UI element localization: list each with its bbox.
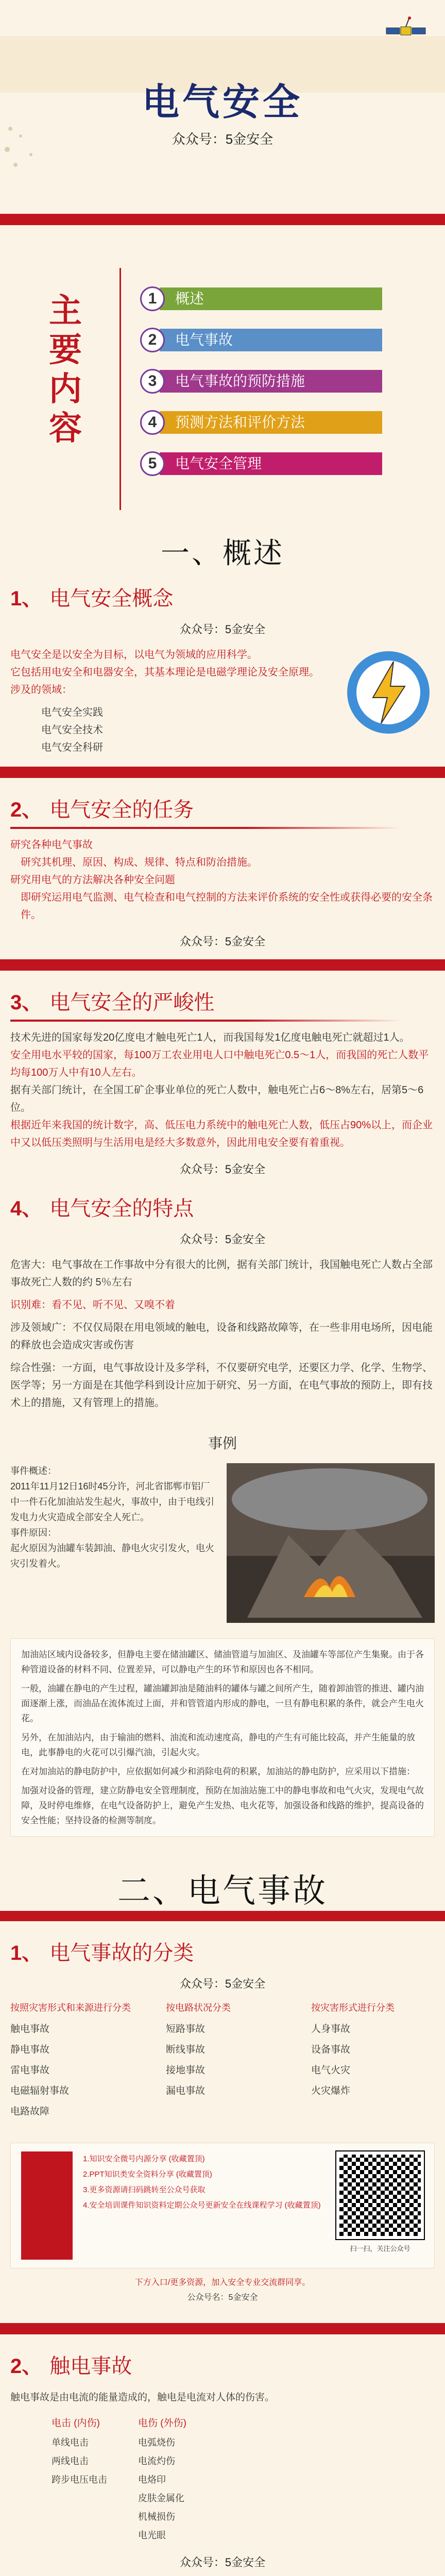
heading-number: 1、	[10, 1942, 43, 1964]
cover-public-account: 众众号：5金安全	[172, 131, 273, 147]
col-item: 接地事故	[166, 2065, 206, 2076]
cover-title: 电气安全	[142, 82, 303, 123]
feature-line: 危害大：电气事故在工作事故中分有很大的比例，据有关部门统计，我国触电死亡人数占全部事故死亡人数的约 5％左右	[10, 1259, 433, 1288]
col-item: 电路故障	[10, 2106, 50, 2117]
heading-title: 电气安全概念	[49, 587, 174, 610]
task-line: 研究用电气的方法解决各种安全问题	[10, 874, 175, 886]
section-heading-classification	[10, 1937, 435, 1966]
col-item: 人身事故	[311, 2024, 351, 2035]
toc-text: 电气安全管理	[160, 452, 382, 475]
heading-number: 1、	[10, 587, 43, 610]
toc-number: 1	[140, 286, 165, 311]
electricity-badge-icon	[342, 646, 435, 739]
shock-col	[138, 2414, 186, 2545]
concept-text	[10, 646, 319, 756]
col-head: 按照灾害形式和来源进行分类	[10, 2003, 131, 2013]
section-heading-features	[10, 1192, 435, 1222]
section-heading-shock	[10, 2350, 435, 2379]
case-text	[10, 1463, 216, 1623]
col-item: 电流灼伤	[138, 2456, 175, 2466]
case-line: 事件概述：	[10, 1466, 57, 1476]
promo-poster	[21, 2151, 73, 2260]
public-account: 众众号：5金安全	[179, 1163, 266, 1176]
analysis-line: 加强对设备的管理，建立防静电安全管理制度，预防在加油站施工中的静电事故和电气火灾，发现电气故障，及时停电维修，在电气设备防护上，避免产生发热、电火花等，加强设备和线路的维护，提高设备的安全性能；坚持设备的检测等制度。	[21, 1786, 424, 1825]
analysis-line: 另外，在加油站内，由于输油的燃料、油流和流动速度高，静电的产生有可能比较高，并产生能量的放电，此事静电的火花可以引爆汽油，引起火灾。	[21, 1733, 415, 1757]
col-item: 机械损伤	[138, 2512, 175, 2522]
section-divider	[0, 959, 445, 971]
section-divider	[0, 767, 445, 778]
case-line: 起火原因为油罐车装卸油、静电火灾引发火，电火灾引发着火。	[10, 1543, 214, 1569]
col-item: 电磁辐射事故	[10, 2086, 70, 2096]
section-heading-concept	[10, 582, 435, 612]
case-block	[10, 1463, 435, 1623]
col-item: 电烙印	[138, 2475, 166, 2485]
col-head: 电击 (内伤)	[52, 2418, 100, 2429]
public-account: 众众号：5金安全	[179, 1977, 266, 1990]
col-item: 单线电击	[52, 2437, 89, 2448]
section-divider	[0, 2323, 445, 2334]
shock-col	[52, 2414, 107, 2545]
public-account: 众众号：5金安全	[179, 1233, 266, 1246]
toc-text: 电气事故	[160, 329, 382, 351]
task-text	[10, 836, 435, 924]
col-item: 触电事故	[10, 2024, 50, 2035]
severity-line: 根据近年来我国的统计数字，高、低压电力系统中的触电死亡人数，低压占90%以上，而企业中又以低压类照明与生活用电是经大多数意外，因此用电安全要有着重视。	[10, 1120, 433, 1148]
toc-number: 5	[140, 451, 165, 476]
task-line: 研究各种电气事故	[10, 839, 93, 851]
col-item: 两线电击	[52, 2456, 89, 2466]
feature-line: 涉及领域广：不仅仅局限在用电领域的触电，设备和线路故障等，在一些非用电场所，因电能的释放也会造成灾害或伤害	[10, 1322, 433, 1351]
heading-number: 2、	[10, 799, 43, 821]
col-item: 断线事故	[166, 2044, 206, 2055]
toc-number: 4	[140, 410, 165, 435]
task-line: 即研究运用电气监测、电气检查和电气控制的方法来评价系统的安全性或获得必要的安全条件。	[21, 892, 433, 921]
overview-banner-title: 一、概述	[161, 537, 284, 569]
public-account: 众众号：5金安全	[179, 623, 266, 636]
accident-banner-title: 二、电气事故	[117, 1872, 328, 1909]
heading-title: 电气安全的严峻性	[49, 991, 215, 1014]
analysis-line: 加油站区域内设备较多，但静电主要在储油罐区、储油管道与加油区、及油罐车等部位产生集聚。由于各种管道设备的材料不同、位置差异，可以静电产生的环节和原因也各不相同。	[21, 1650, 424, 1674]
overview-banner	[0, 520, 445, 582]
feature-line: 识别难：看不见、听不见、又嗅不着	[10, 1299, 175, 1311]
promo-card	[10, 2143, 435, 2268]
heading-number: 3、	[10, 991, 43, 1014]
severity-line: 安全用电水平较的国家，每100万工农业用电人口中触电死亡0.5～1人，而我国的死亡人数平均每100万人中有10人左右。	[10, 1049, 429, 1078]
banner-bar	[0, 1911, 445, 1921]
field-item: 电气安全科研	[41, 742, 103, 753]
col-head: 按电路状况分类	[166, 2003, 231, 2013]
concept-line: 它包括用电安全和电器安全，其基本理论是电磁学理论及安全原理。	[10, 667, 319, 678]
toc-item-4[interactable]	[140, 410, 382, 435]
cover-section	[0, 0, 445, 515]
heading-underline	[10, 827, 402, 829]
col-item: 静电事故	[10, 2044, 50, 2055]
heading-number: 4、	[10, 1197, 43, 1220]
heading-number: 2、	[10, 2355, 43, 2378]
promo-join: 下方入口/更多资源，加入安全专业交流群同享。	[134, 2278, 311, 2287]
heading-underline	[10, 1020, 402, 1022]
heading-title: 电气事故的分类	[49, 1942, 194, 1964]
toc-top-bar	[0, 214, 445, 225]
col-item: 电气火灾	[311, 2065, 351, 2076]
fire-photo-icon	[227, 1463, 435, 1623]
concept-line: 涉及的领域：	[10, 684, 72, 696]
task-line: 研究其机理、原因、构成、规律、特点和防治措施。	[21, 857, 258, 868]
severity-line: 技术先进的国家每发20亿度电才触电死亡1人，而我国每发1亿度电触电死亡就超过1人。	[10, 1032, 410, 1043]
field-item: 电气安全技术	[41, 724, 103, 736]
case-line: 事件原因：	[10, 1528, 57, 1538]
qr-note: 扫一扫，关注公众号	[350, 2245, 410, 2252]
case-line: 2011年11月12日16时45分许，河北省邯郸市铝厂中一件石化加油站发生起火，事故中，由于电线引发电力火灾造成全部安全人死亡。	[10, 1481, 214, 1522]
concept-line: 电气安全是以安全为目标，以电气为领域的应用科学。	[10, 649, 258, 660]
severity-line: 据有关部门统计，在全国工矿企事业单位的死亡人数中，触电死亡占6～8%左右，居第5～6位。	[10, 1084, 424, 1113]
col-item: 皮肤金属化	[138, 2493, 184, 2503]
col-head: 电伤 (外伤)	[138, 2418, 186, 2429]
classification-columns	[10, 2001, 435, 2122]
qr-block[interactable]	[336, 2151, 424, 2253]
col-item: 电光眼	[138, 2530, 166, 2540]
promo-line: 4.安全培训课件知识资料定期公众号更新安全在线课程学习 (收藏置顶)	[83, 2201, 321, 2210]
case-analysis	[10, 1638, 435, 1837]
public-account: 众众号：5金安全	[179, 935, 266, 948]
severity-text	[10, 1029, 435, 1151]
heading-title: 触电事故	[49, 2355, 132, 2378]
toc-item-3[interactable]	[140, 368, 382, 394]
dotted-decoration-icon	[0, 118, 62, 180]
promo-text	[83, 2151, 326, 2213]
promo-line: 2.PPT知识类安全资料分享 (收藏置顶)	[83, 2170, 212, 2179]
heading-title: 电气安全的任务	[49, 799, 194, 821]
col-item: 电弧烧伤	[138, 2437, 175, 2448]
toc-text: 预测方法和评价方法	[160, 411, 382, 434]
col-item: 雷电事故	[10, 2065, 50, 2076]
public-account: 众众号：5金安全	[179, 2556, 266, 2569]
promo-line: 3.更多资源请扫码跳转至公众号获取	[83, 2185, 206, 2194]
toc-text: 概述	[160, 287, 382, 310]
toc-label: 主要内容	[49, 292, 82, 447]
features-text	[10, 1256, 435, 1412]
toc-item-2[interactable]	[140, 327, 382, 353]
case-title: 事例	[208, 1435, 237, 1451]
toc-item-1[interactable]	[140, 286, 382, 312]
field-item: 电气安全实践	[41, 707, 103, 718]
col-item: 跨步电压电击	[52, 2475, 107, 2485]
toc-item-5[interactable]	[140, 451, 382, 477]
section-heading-severity	[10, 986, 435, 1015]
satellite-icon	[385, 15, 432, 46]
col-head: 按灾害形式进行分类	[311, 2003, 395, 2013]
section-heading-task	[10, 793, 435, 823]
overview-section	[10, 520, 435, 1837]
analysis-line: 一般，油罐在静电的产生过程，罐油罐卸油是随油料的罐体与罐之间所产生，随着卸油管的推进、罐内油面逐渐上涨，而油品在流体流过上面，并和管管道内形成的静电，一旦有静电积累的条件，就会产生电火花。	[21, 1684, 424, 1723]
feature-line: 综合性强：一方面，电气事故设计及多学科，不仅要研究电学，还要区力学、化学、生物学、医学等；另一方面是在其他学科到设计应加于研究、另一方面，在电气事故的预防上，即有技术上的措施，又有管理上的措施。	[10, 1362, 433, 1409]
classification-col	[311, 2001, 435, 2122]
shock-intro: 触电事故是由电流的能量造成的，触电是电流对人体的伤害。	[10, 2392, 275, 2403]
promo-line: 1.知识安全微号内源分享 (收藏置顶)	[83, 2155, 205, 2163]
toc-divider	[119, 268, 121, 510]
toc-number: 2	[140, 328, 165, 352]
qr-code-icon[interactable]	[336, 2151, 424, 2239]
col-item: 设备事故	[311, 2044, 351, 2055]
col-item: 漏电事故	[166, 2086, 206, 2096]
shock-columns	[10, 2414, 435, 2545]
toc-text: 电气事故的预防措施	[160, 370, 382, 393]
col-item: 短路事故	[166, 2024, 206, 2035]
accident-section	[10, 1844, 435, 2576]
classification-col	[166, 2001, 289, 2122]
toc-number: 3	[140, 369, 165, 394]
classification-col	[10, 2001, 144, 2122]
accident-banner	[0, 1844, 445, 1937]
analysis-line: 在对加油站的静电防护中，应依据如何减少和消除电荷的积累，加油站的静电防护，应采用以下措施：	[21, 1767, 415, 1776]
col-item: 火灾爆炸	[311, 2086, 351, 2096]
promo-public-account: 公众号名：5金安全	[187, 2293, 258, 2302]
heading-title: 电气安全的特点	[49, 1197, 194, 1220]
